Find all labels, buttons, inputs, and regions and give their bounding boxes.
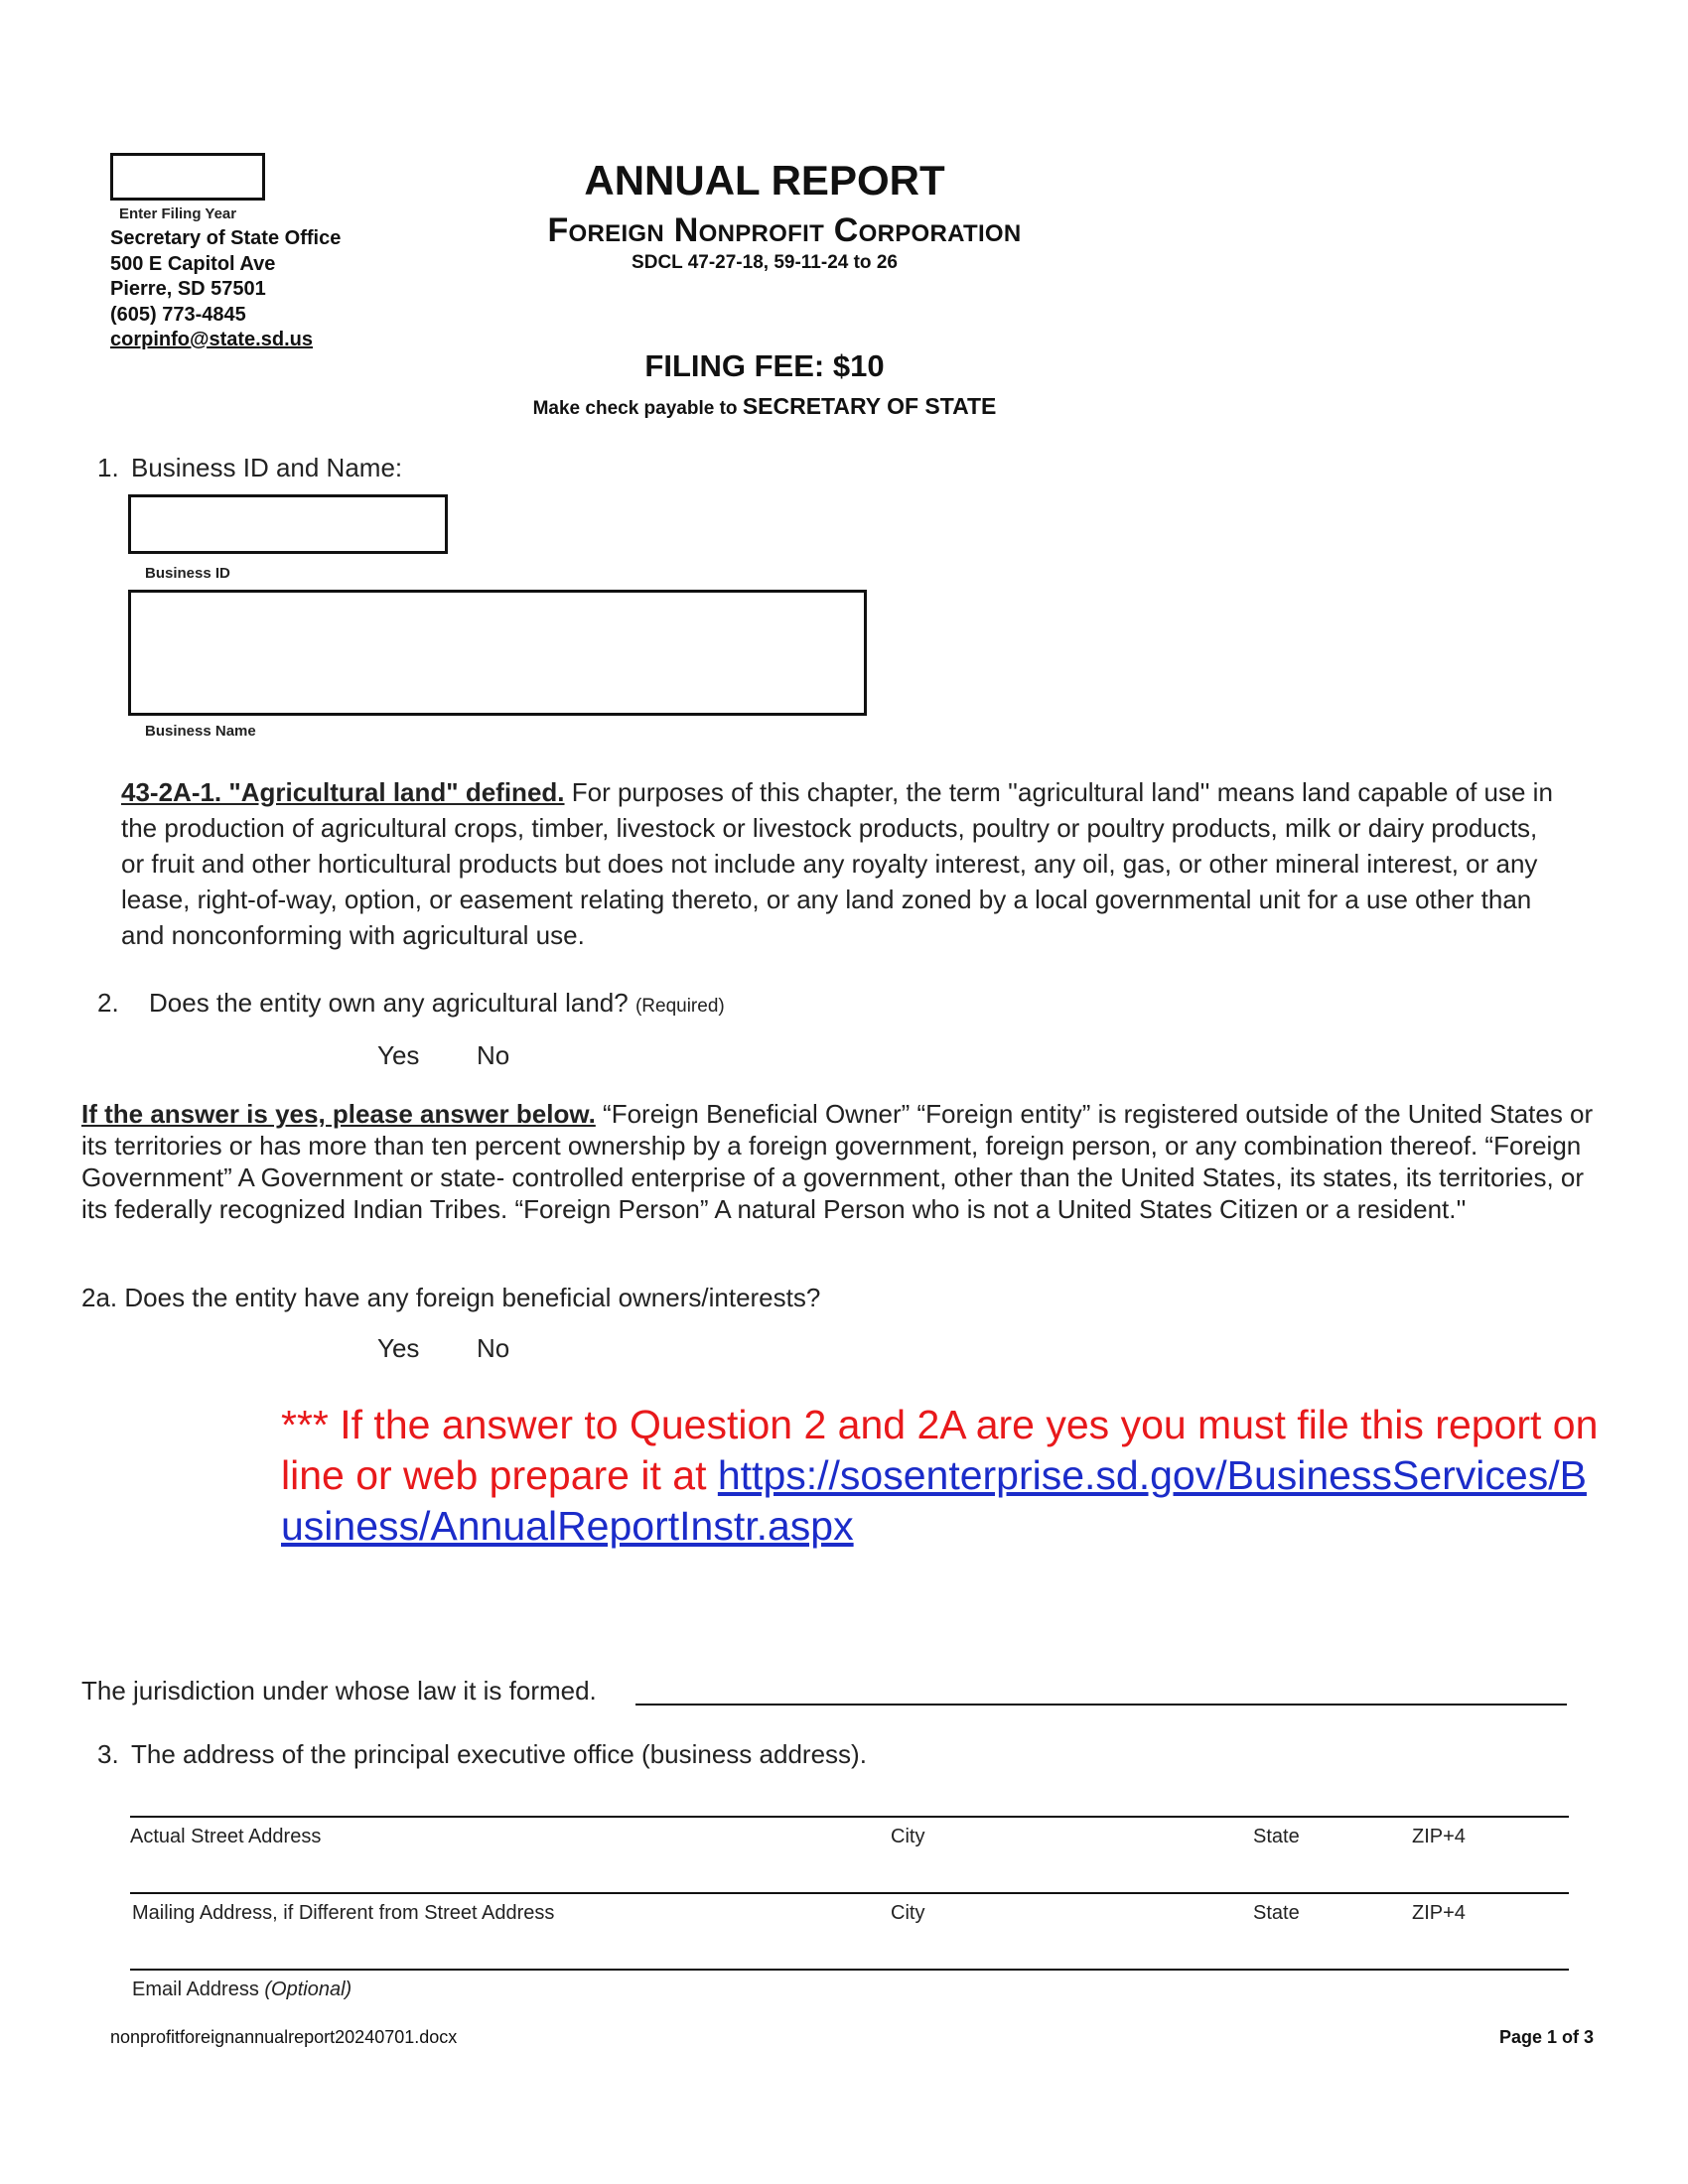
zip-label: ZIP+4 <box>1412 1826 1466 1847</box>
question-2a: 2a. Does the entity have any foreign beneficial owners/interests? <box>81 1283 821 1312</box>
definition-heading: 43-2A-1. "Agricultural land" defined. <box>121 777 565 807</box>
question-2-text: Does the entity own any agricultural land? <box>149 988 635 1018</box>
question-2a-options <box>377 1333 509 1364</box>
email-label: Email Address <box>132 1979 265 2000</box>
payable-instruction <box>457 393 1072 420</box>
office-email-link[interactable]: corpinfo@state.sd.us <box>110 329 313 350</box>
payee: SECRETARY OF STATE <box>742 393 997 419</box>
state-label: State <box>1253 1826 1300 1847</box>
mailing-address-label: Mailing Address, if Different from Street Address <box>132 1902 555 1924</box>
online-filing-notice <box>281 1400 1602 1552</box>
page-title: ANNUAL REPORT <box>584 157 945 204</box>
definition-text: For purposes of this chapter, the term ''agricultural land'' means land capable of use in the production of agricultural crops, timber, livestock or livestock products, poultry or poultry products, milk or dairy products, or fruit and other horticultural products but does not include any royalty interest, any oil, gas, or other mineral interest, or any lease, right-of-way, option, or easement relating thereto, or any land zoned by a local governmental unit for a use other than and nonconforming with agricultural use. <box>121 777 1553 950</box>
question-2 <box>97 988 725 1019</box>
office-line: Pierre, SD 57501 <box>110 278 266 300</box>
if-yes-heading: If the answer is yes, please answer below. <box>81 1099 596 1129</box>
statute-reference: SDCL 47-27-18, 59-11-24 to 26 <box>632 252 898 273</box>
office-line: (605) 773-4845 <box>110 303 246 326</box>
page-number <box>1499 2027 1594 2048</box>
zip-label: ZIP+4 <box>1412 1902 1466 1924</box>
page-prefix: Page <box>1499 2027 1548 2047</box>
page-subtitle: Foreign Nonprofit Corporation <box>547 211 1022 249</box>
state-label: State <box>1253 1902 1300 1924</box>
question-1-label: Business ID and Name: <box>131 453 403 482</box>
mailing-address-input[interactable] <box>130 1892 1569 1894</box>
optional-note: (Optional) <box>264 1979 352 2000</box>
business-id-label: Business ID <box>145 565 230 582</box>
question-number: 1. <box>97 453 119 482</box>
city-label: City <box>891 1902 925 1924</box>
filing-fee: FILING FEE: $10 <box>644 348 885 383</box>
email-address-input[interactable] <box>130 1969 1569 1971</box>
annual-report-link[interactable]: https://sosenterprise.sd.gov/BusinessServices/Business/AnnualReportInstr.aspx <box>281 1452 1587 1549</box>
option-yes[interactable]: Yes <box>377 1040 420 1070</box>
if-yes-text: “Foreign Beneficial Owner” “Foreign entity” is registered outside of the United States or its territories or has more than ten percent ownership by a foreign government, foreign person, or any combination thereof. “Foreign Government” A Government or state- controlled enterprise of a government, other than the United States, its states, its territories, or its federally recognized Indian Tribes. “Foreign Person” A natural Person who is not a United States Citizen or a resident.'' <box>81 1099 1594 1224</box>
question-number: 3. <box>97 1739 119 1769</box>
foreign-owner-definition <box>81 1098 1601 1225</box>
option-no[interactable]: No <box>477 1040 510 1070</box>
option-yes[interactable]: Yes <box>377 1333 420 1363</box>
business-id-input[interactable] <box>128 494 448 554</box>
street-address-label: Actual Street Address <box>130 1826 322 1847</box>
question-3-label: The address of the principal executive office (business address). <box>131 1739 867 1769</box>
option-no[interactable]: No <box>477 1333 510 1363</box>
page-of: of <box>1557 2027 1585 2047</box>
jurisdiction-label: The jurisdiction under whose law it is formed. <box>81 1676 597 1706</box>
business-name-input[interactable] <box>128 590 867 716</box>
question-number: 2. <box>97 988 119 1018</box>
notice-text: *** If the answer to Question 2 and 2A are yes you must file this report on line or web prepare it at <box>281 1402 1599 1498</box>
office-line: Secretary of State Office <box>110 227 342 249</box>
question-1 <box>97 453 402 483</box>
required-note: (Required) <box>634 996 725 1017</box>
jurisdiction-input[interactable] <box>635 1704 1567 1706</box>
document-filename: nonprofitforeignannualreport20240701.docx <box>110 2027 458 2047</box>
filing-year-input[interactable] <box>110 153 265 201</box>
agricultural-land-definition <box>121 774 1561 953</box>
filing-year-label: Enter Filing Year <box>119 205 237 222</box>
email-address-label <box>132 1979 352 2001</box>
street-address-input[interactable] <box>130 1816 1569 1818</box>
city-label: City <box>891 1826 925 1847</box>
office-address <box>110 226 341 353</box>
office-line: 500 E Capitol Ave <box>110 252 276 275</box>
payable-prefix: Make check payable to <box>532 398 743 419</box>
question-3 <box>97 1739 867 1770</box>
page-current: 1 <box>1547 2027 1558 2047</box>
business-name-label: Business Name <box>145 723 256 740</box>
question-2-options <box>377 1040 509 1071</box>
page-total: 3 <box>1584 2027 1595 2047</box>
